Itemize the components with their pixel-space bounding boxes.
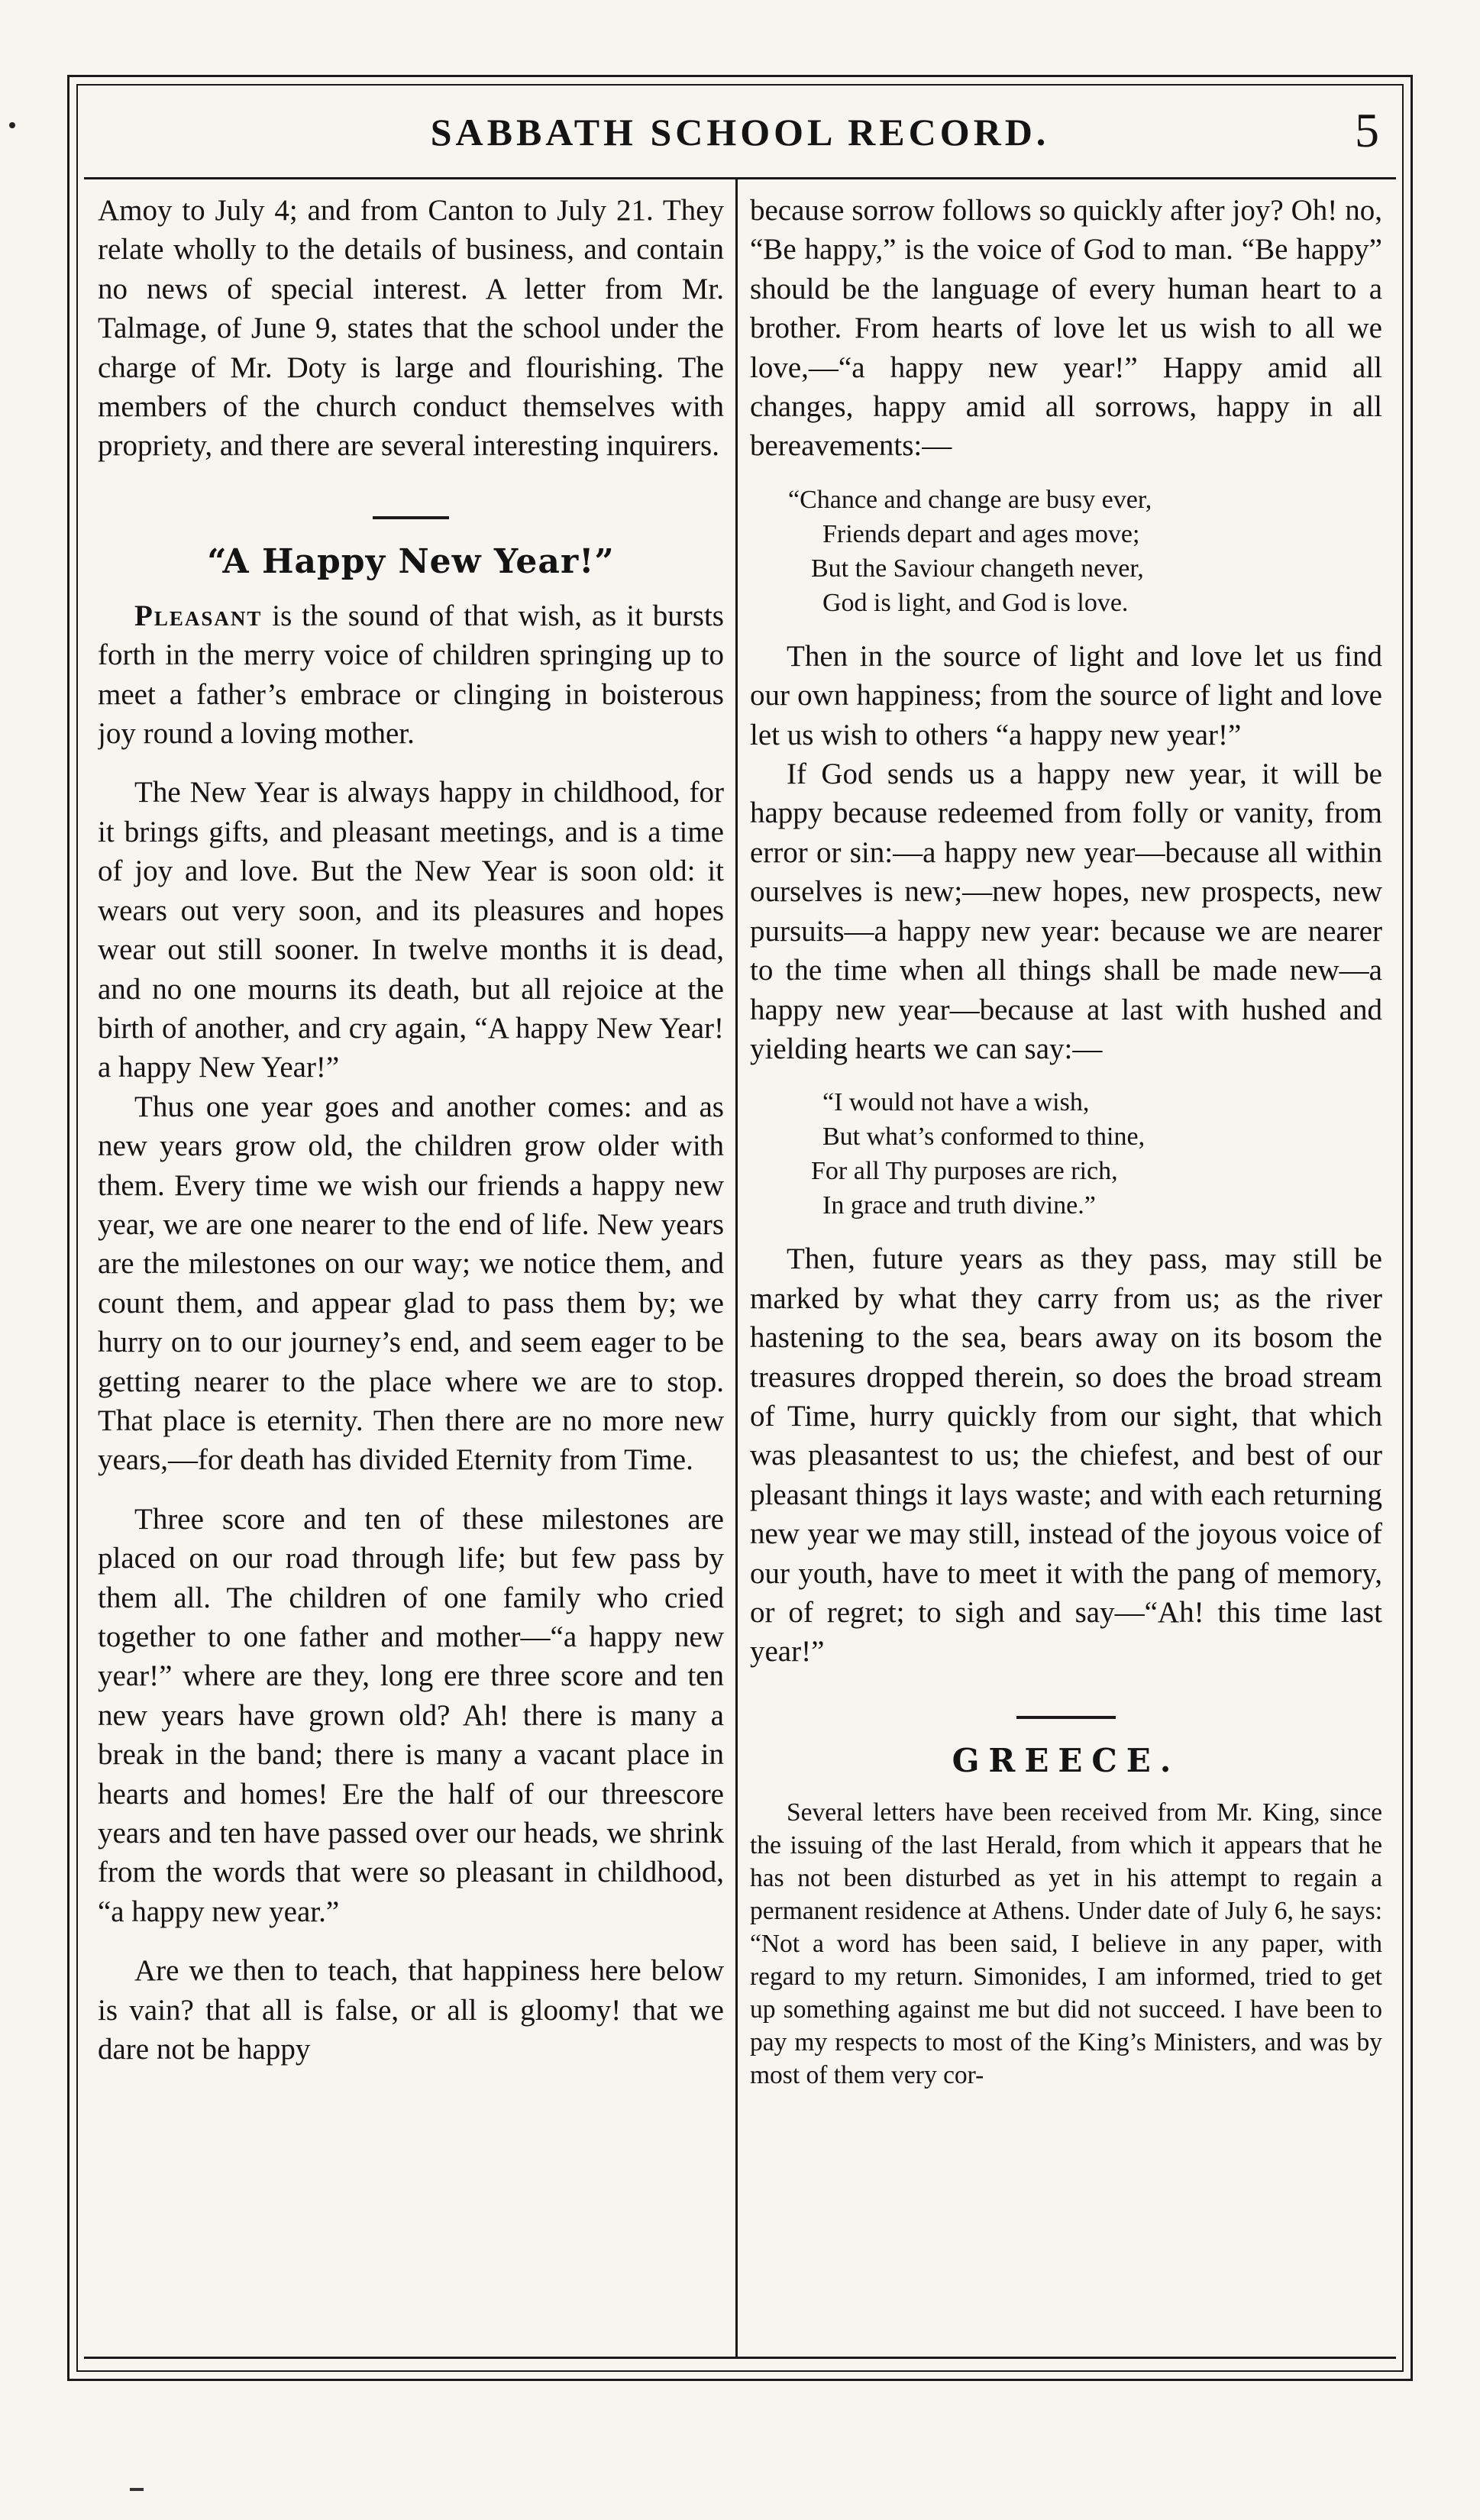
page-number: 5 bbox=[1355, 103, 1379, 157]
poem-line: “Chance and change are busy ever, bbox=[788, 485, 1152, 514]
article-paragraph: Three score and ten of these milestones are placed on our road through life; but few pass by them all. The children of one family who cried together to one father and mother—“a happy new year!” where are they, long ere three score and ten new years have grown old? Ah! there is many a break in the band; there is many a vacant place in hearts and homes! Ere the half of our threescore years and ten have passed over our heads, we shrink from the words that were so pleasant in childhood, “a happy new year.” bbox=[98, 1502, 724, 1928]
section-title: GREECE. bbox=[952, 1741, 1181, 1779]
stray-mark bbox=[9, 122, 15, 128]
article-paragraph: If God sends us a happy new year, it will be happy because redeemed from folly or vanity, from error or sin:—a happy new year—because all within ourselves is new;—new hopes, new prospects, new pursuits—a happy new year: because we are nearer to the time when all things shall be made new—a happy new year—because at last with hushed and yielding hearts we can say:— bbox=[750, 758, 1382, 1065]
article-paragraph bbox=[98, 596, 724, 754]
poem-line: “I would not have a wish, bbox=[822, 1088, 1090, 1117]
poem-line: Friends depart and ages move; bbox=[822, 519, 1140, 548]
article-paragraph: The New Year is always happy in childhood, for it brings gifts, and pleasant meetings, and is a time of joy and love. But the New Year is soon old: it wears out very soon, and its pleasures and hopes wear out still sooner. In twelve months it is dead, and no one mourns its death, but all rejoice at the birth of another, and cry again, “A happy New Year! a happy New Year!” bbox=[98, 776, 724, 1084]
news-paragraph: Several letters have been received from Mr. King, since the issuing of the last Herald, from which it appears that he has not been disturbed as yet in his attempt to regain a permanent residence at Athens. Under date of July 6, he says: “Not a word has been said, I believe in any paper, with regard to my return. Simonides, I am informed, tried to get up something against me but did not succeed. I have been to pay my respects to most of the King’s Ministers, and was by most of them very cor- bbox=[750, 1798, 1382, 2089]
left-column bbox=[98, 191, 724, 2352]
article-paragraph: Then in the source of light and love let us find our own happiness; from the source of light and love let us wish to others “a happy new year!” bbox=[750, 639, 1382, 751]
article-paragraph: Thus one year goes and another comes: and as new years grow old, the children grow older with them. Every time we wish our friends a happy new year, we are one nearer to the end of life. New years are the milestones on our way; we notice them, and count them, and appear glad to pass them by; we hurry on to our journey’s end, and seem eager to be getting nearer to the place where we are to stop. That place is eternity. Then there are no more new years,—for death has divided Eternity from Time. bbox=[98, 1090, 724, 1477]
article-title: “A Happy New Year!” bbox=[207, 541, 615, 581]
section-separator bbox=[1016, 1716, 1116, 1719]
poem-line: In grace and truth divine.” bbox=[822, 1191, 1096, 1220]
poem-line: But what’s conformed to thine, bbox=[822, 1123, 1146, 1152]
poem-stanza bbox=[788, 483, 1382, 620]
running-header bbox=[84, 92, 1396, 179]
drop-lead: Pleasant bbox=[134, 599, 263, 632]
paragraph-text: is the sound of that wish, as it bursts forth in the merry voice of children springing up to meet a father’s embrace or clinging in boisterous joy round a loving mother. bbox=[98, 599, 724, 751]
column-divider bbox=[735, 177, 738, 2357]
article-paragraph: Are we then to teach, that happiness here below is vain? that all is false, or all is gloomy! that we dare not be happy bbox=[98, 1954, 724, 2066]
article-paragraph: Then, future years as they pass, may still be marked by what they carry from us; as the river hastening to the sea, bears away on its bosom the treasures dropped therein, so does the broad stream of Time, hurry quickly from our sight, that which was pleasantest to us; the chiefest, and best of our pleasant things it lays waste; and with each returning new year we may still, instead of the joyous voice of our youth, have to meet it with the pang of memory, or of regret; to sigh and say—“Ah! this time last year!” bbox=[750, 1242, 1382, 1669]
poem-stanza bbox=[788, 1085, 1382, 1223]
section-separator bbox=[373, 516, 449, 519]
right-column bbox=[750, 191, 1382, 2352]
poem-line: For all Thy purposes are rich, bbox=[811, 1157, 1118, 1186]
running-title: SABBATH SCHOOL RECORD. bbox=[430, 111, 1050, 153]
article-paragraph: because sorrow follows so quickly after joy? Oh! no, “Be happy,” is the voice of God to man. “Be happy” should be the language of every human heart to a brother. From hearts of love let us wish to all we love,—“a happy new year!” Happy amid all changes, happy amid all sorrows, happy in all bereavements:— bbox=[750, 194, 1382, 463]
stray-mark bbox=[130, 2488, 144, 2491]
bottom-rule bbox=[84, 2357, 1396, 2359]
poem-line: God is light, and God is love. bbox=[822, 588, 1129, 617]
poem-line: But the Saviour changeth never, bbox=[811, 554, 1144, 583]
intro-paragraph: Amoy to July 4; and from Canton to July 21. They relate wholly to the details of business, and contain no news of special interest. A letter from Mr. Talmage, of June 9, states that the school under the charge of Mr. Doty is large and flourishing. The members of the church conduct themselves with propriety, and there are several interesting inquirers. bbox=[98, 194, 724, 463]
